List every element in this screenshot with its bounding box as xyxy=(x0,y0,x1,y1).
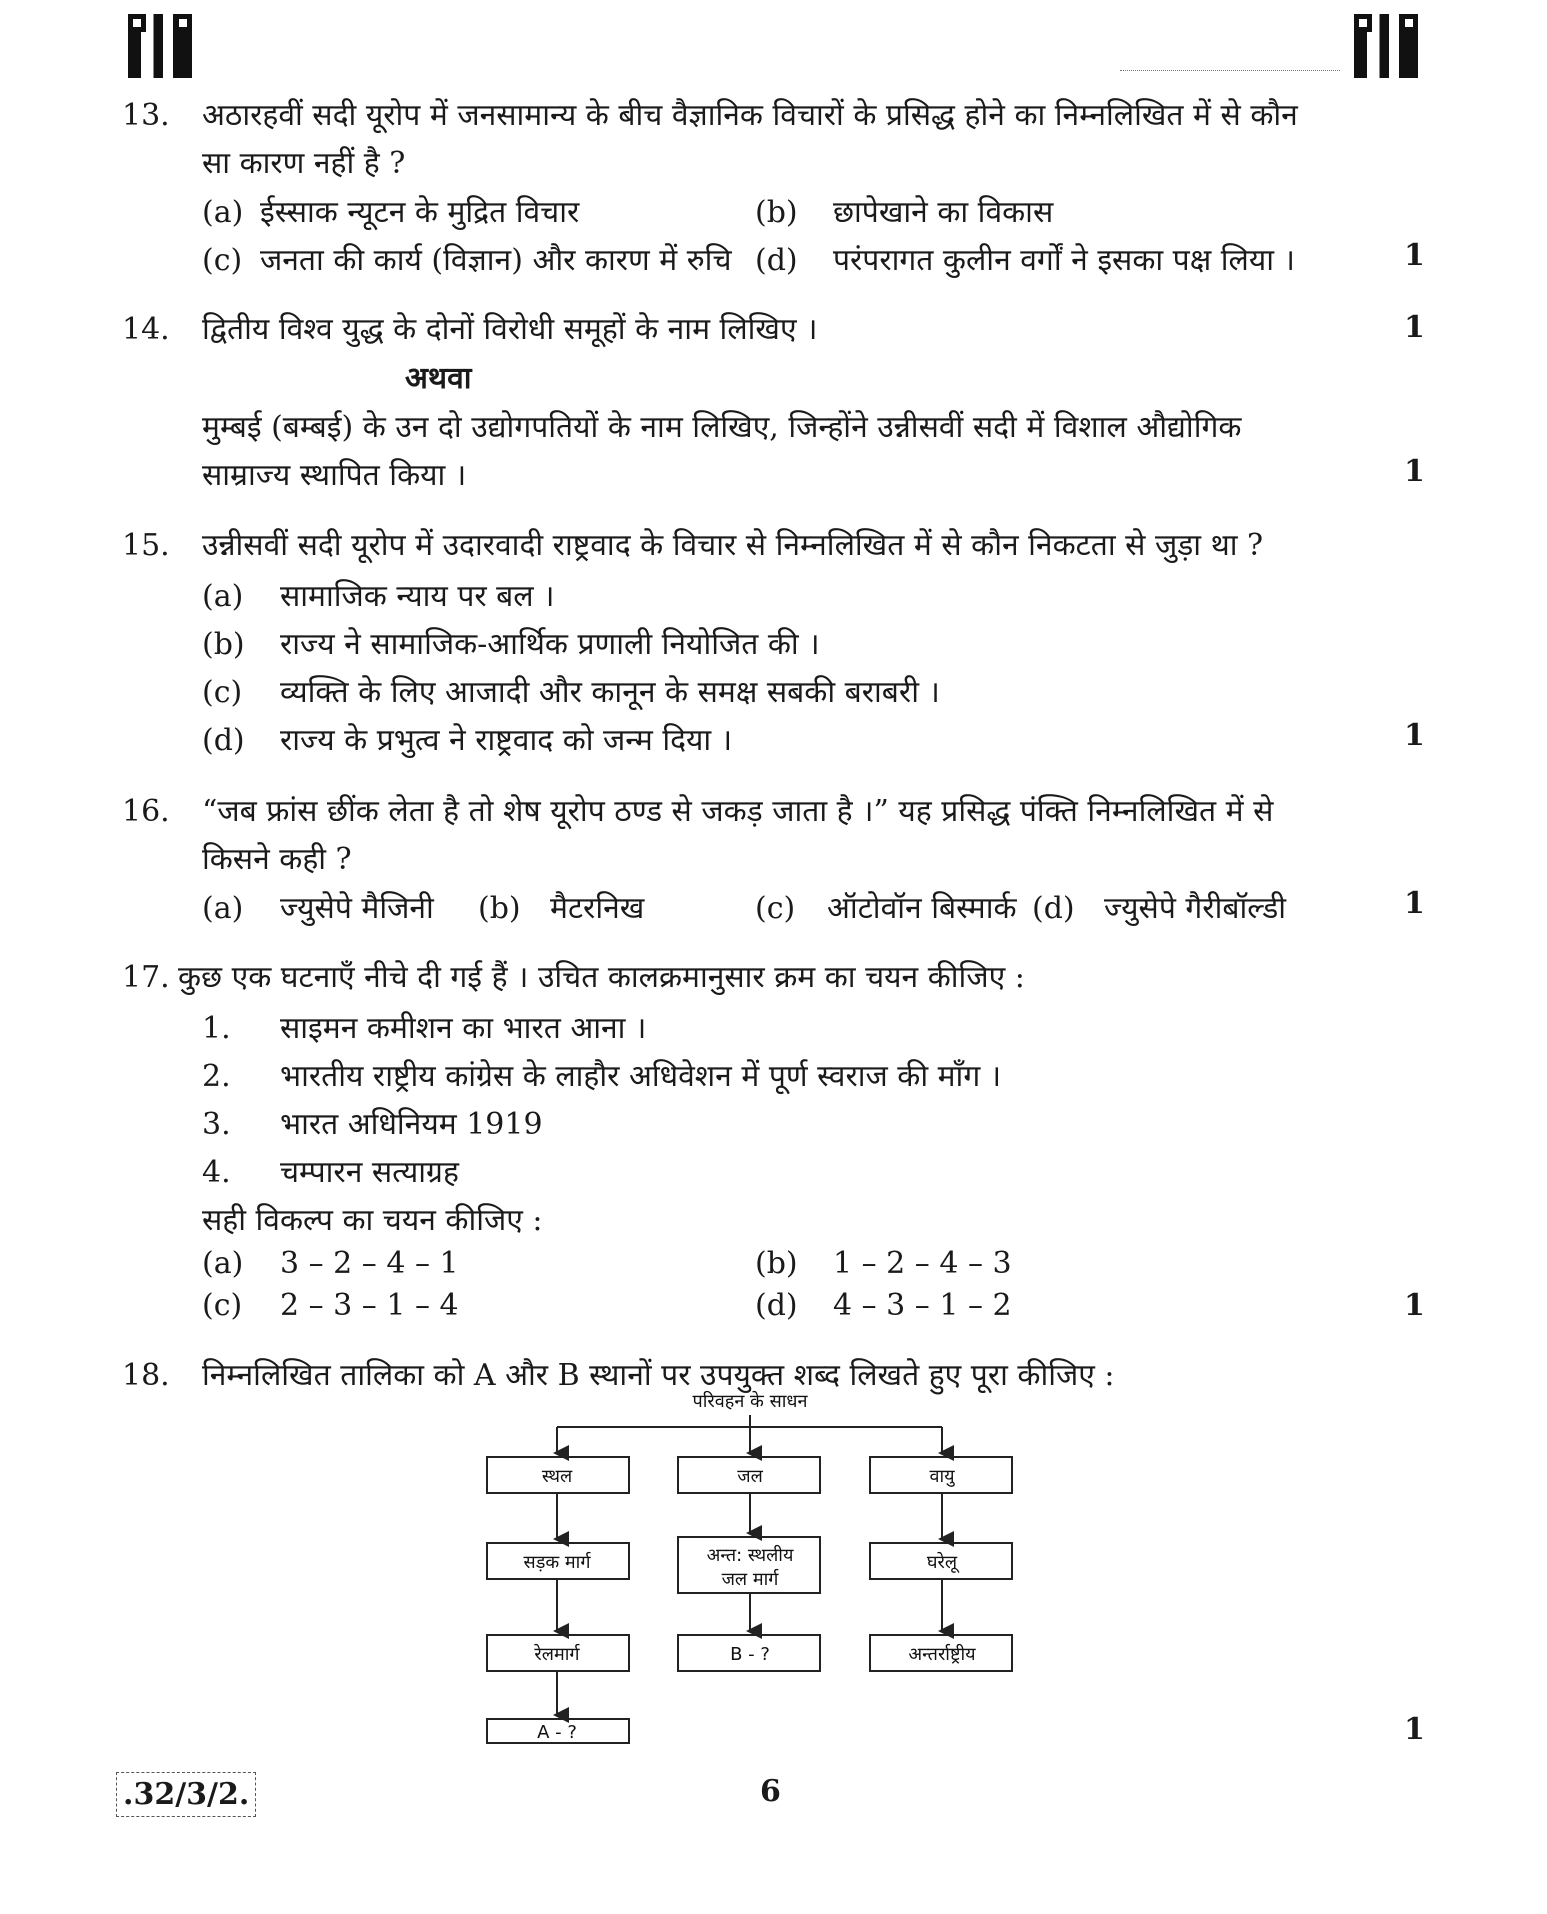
question-number: 18. xyxy=(122,1358,170,1393)
question-text: कुछ एक घटनाएँ नीचे दी गई हैं । उचित कालक्रमानुसार क्रम का चयन कीजिए : xyxy=(178,960,1025,995)
question-text: सा कारण नहीं है ? xyxy=(202,146,406,181)
option-c: (c) 2 – 3 – 1 – 4 xyxy=(202,1288,459,1323)
option-b: (b) मैटरनिख xyxy=(478,891,645,926)
question-number: 17. xyxy=(122,960,170,995)
qr-code-right xyxy=(1354,14,1418,78)
question-number: 13. xyxy=(122,98,170,133)
or-label: अथवा xyxy=(405,361,472,396)
question-text: किसने कही ? xyxy=(202,842,352,877)
option-c: (c) व्यक्ति के लिए आजादी और कानून के समक्ष सबकी बराबरी । xyxy=(202,675,940,710)
option-a: (a) ज्युसेपे मैजिनी xyxy=(202,891,434,926)
option-a: (a) सामाजिक न्याय पर बल । xyxy=(202,579,555,614)
option-d: (d) परंपरागत कुलीन वर्गों ने इसका पक्ष लिया । xyxy=(755,243,1295,278)
option-b: (b) राज्य ने सामाजिक-आर्थिक प्रणाली नियोजित की । xyxy=(202,627,820,662)
marks: 1 xyxy=(1404,718,1425,753)
diagram-box: घरेलू xyxy=(926,1552,958,1573)
marks: 1 xyxy=(1404,1288,1425,1323)
diagram-root: परिवहन के साधन xyxy=(692,1391,808,1412)
option-b: (b) 1 – 2 – 4 – 3 xyxy=(755,1246,1012,1281)
diagram-box: अन्तर्राष्ट्रीय xyxy=(908,1644,976,1665)
marks: 1 xyxy=(1404,238,1425,273)
diagram-box: जल मार्ग xyxy=(721,1569,779,1590)
option-c: (c) जनता की कार्य (विज्ञान) और कारण में रुचि xyxy=(202,243,732,278)
transport-diagram xyxy=(480,1385,1040,1745)
option-d: (d) ज्युसेपे गैरीबॉल्डी xyxy=(1032,891,1287,926)
event-item: 4. चम्पारन सत्याग्रह xyxy=(202,1155,459,1190)
question-text: द्वितीय विश्व युद्ध के दोनों विरोधी समूहों के नाम लिखिए । xyxy=(202,312,818,347)
question-number: 16. xyxy=(122,794,170,829)
question-text: साम्राज्य स्थापित किया । xyxy=(202,458,467,493)
diagram-box: वायु xyxy=(929,1466,955,1487)
question-text: अठारहवीं सदी यूरोप में जनसामान्य के बीच वैज्ञानिक विचारों के प्रसिद्ध होने का निम्नलिखित में से कौन xyxy=(202,98,1298,133)
diagram-box: रेलमार्ग xyxy=(534,1644,580,1665)
diagram-box: सड़क मार्ग xyxy=(523,1552,591,1573)
question-number: 14. xyxy=(122,312,170,347)
question-text: “जब फ्रांस छींक लेता है तो शेष यूरोप ठण्ड से जकड़ जाता है ।” यह प्रसिद्ध पंक्ति निम्नलिखित में से xyxy=(202,794,1274,829)
option-a: (a) 3 – 2 – 4 – 1 xyxy=(202,1246,459,1281)
option-a: (a) ईस्साक न्यूटन के मुद्रित विचार xyxy=(202,195,580,230)
paper-code: .32/3/2. xyxy=(116,1772,256,1817)
option-d: (d) राज्य के प्रभुत्व ने राष्ट्रवाद को जन्म दिया । xyxy=(202,723,733,758)
marks: 1 xyxy=(1404,310,1425,345)
event-item: 3. भारत अधिनियम 1919 xyxy=(202,1107,543,1142)
diagram-box: अन्त: स्थलीय xyxy=(706,1545,794,1566)
marks: 1 xyxy=(1404,454,1425,489)
dotted-line xyxy=(1120,70,1340,71)
question-text: उन्नीसवीं सदी यूरोप में उदारवादी राष्ट्रवाद के विचार से निम्नलिखित में से कौन निकटता से जुड़ा था ? xyxy=(202,528,1264,563)
option-c: (c) ऑटोवॉन बिस्मार्क xyxy=(755,891,1017,926)
marks: 1 xyxy=(1404,886,1425,921)
choose-prompt: सही विकल्प का चयन कीजिए : xyxy=(202,1203,543,1238)
event-item: 2. भारतीय राष्ट्रीय कांग्रेस के लाहौर अधिवेशन में पूर्ण स्वराज की माँग । xyxy=(202,1059,1002,1094)
question-number: 15. xyxy=(122,528,170,563)
event-item: 1. साइमन कमीशन का भारत आना । xyxy=(202,1011,647,1046)
option-d: (d) 4 – 3 – 1 – 2 xyxy=(755,1288,1012,1323)
diagram-box: स्थल xyxy=(541,1466,573,1487)
question-text: मुम्बई (बम्बई) के उन दो उद्योगपतियों के नाम लिखिए, जिन्होंने उन्नीसवीं सदी में विशाल औद्योगिक xyxy=(202,410,1242,445)
question-text: निम्नलिखित तालिका को A और B स्थानों पर उपयुक्त शब्द लिखते हुए पूरा कीजिए : xyxy=(202,1358,1115,1393)
marks: 1 xyxy=(1404,1712,1425,1747)
diagram-box: जल xyxy=(737,1466,763,1487)
qr-code-left xyxy=(128,14,192,78)
diagram-box-blank-b: B - ? xyxy=(730,1644,770,1665)
option-b: (b) छापेखाने का विकास xyxy=(755,195,1054,230)
diagram-box-blank-a: A - ? xyxy=(537,1722,577,1743)
page-number: 6 xyxy=(760,1774,781,1809)
